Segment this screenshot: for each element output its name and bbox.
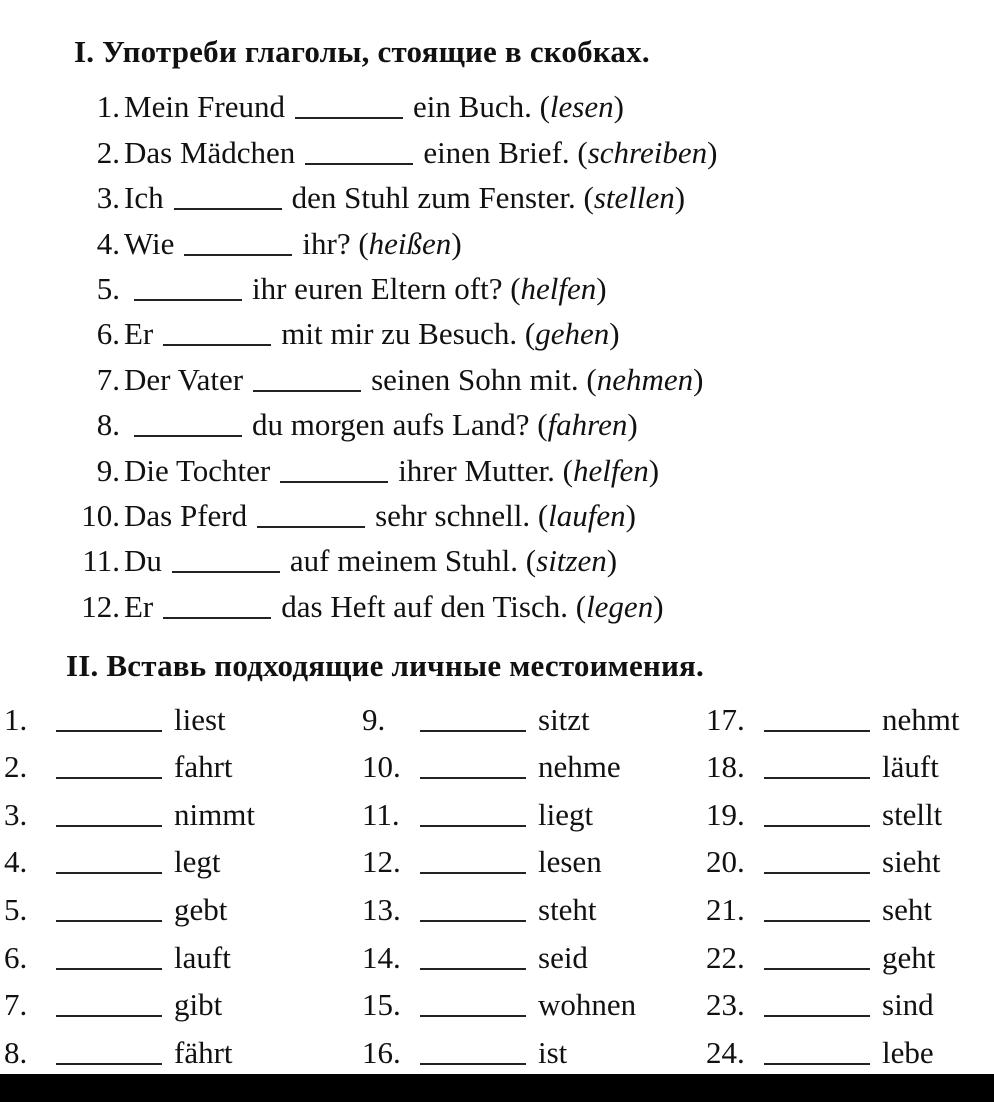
exercise-2-column-2 <box>362 690 636 1071</box>
answer-blank[interactable] <box>56 729 162 732</box>
exercise-1-item <box>62 171 962 216</box>
text-after-blank: das Heft auf den Tisch. ( <box>281 588 587 624</box>
item-number: 7. <box>96 361 120 397</box>
exercise-2-item <box>706 1023 960 1071</box>
item-number: 11. <box>82 543 120 579</box>
item-number: 2. <box>96 134 120 170</box>
exercise-1-heading: I. Употреби глаголы, стоящие в скобках. <box>74 34 650 69</box>
exercise-2-item <box>4 1023 255 1071</box>
exercise-2-item <box>362 1023 636 1071</box>
item-number: 13. <box>362 891 401 927</box>
exercise-1-item <box>62 216 962 261</box>
verb-hint: stellen <box>593 180 675 216</box>
item-number: 12. <box>362 844 401 880</box>
text-after-blank: seinen Sohn mit. ( <box>371 361 597 397</box>
verb-form: stellt <box>882 796 943 832</box>
exercise-2-item <box>4 833 255 881</box>
exercise-2-item <box>706 738 960 786</box>
answer-blank[interactable] <box>764 729 870 732</box>
answer-blank[interactable] <box>764 919 870 922</box>
verb-hint: nehmen <box>596 361 694 397</box>
exercise-1-list <box>62 80 962 625</box>
verb-form: lebe <box>882 1034 934 1070</box>
text-before-blank: Der Vater <box>124 361 244 397</box>
text-before-blank: Er <box>124 588 154 624</box>
exercise-1-item <box>62 534 962 579</box>
exercise-2-item <box>362 880 636 928</box>
item-number: 11. <box>362 796 400 832</box>
answer-blank[interactable] <box>420 919 526 922</box>
verb-form: nehme <box>538 749 621 785</box>
item-number: 24. <box>706 1034 745 1070</box>
exercise-2-item <box>706 976 960 1024</box>
verb-form: nehmt <box>882 701 960 737</box>
item-number: 4. <box>96 225 120 261</box>
exercise-2-item <box>362 785 636 833</box>
exercise-2-item <box>4 880 255 928</box>
text-after-blank: du morgen aufs Land? ( <box>252 407 548 443</box>
closing-paren: ) <box>627 407 638 443</box>
closing-paren: ) <box>707 134 718 170</box>
text-before-blank: Die Tochter <box>124 452 271 488</box>
verb-hint: gehen <box>535 316 610 352</box>
exercise-1-item <box>62 80 962 125</box>
exercise-1-item <box>62 307 962 352</box>
answer-blank[interactable] <box>257 525 365 528</box>
exercise-2-item <box>706 880 960 928</box>
exercise-2-item <box>4 690 255 738</box>
answer-blank[interactable] <box>280 480 388 483</box>
item-number: 16. <box>362 1034 401 1070</box>
verb-form: ist <box>538 1034 568 1070</box>
item-number: 8. <box>96 407 120 443</box>
answer-blank[interactable] <box>56 871 162 874</box>
answer-blank[interactable] <box>174 207 282 210</box>
answer-blank[interactable] <box>305 162 413 165</box>
verb-form: sind <box>882 987 934 1023</box>
exercise-1-item <box>62 352 962 397</box>
item-number: 5. <box>96 270 120 306</box>
exercise-2-item <box>4 785 255 833</box>
text-after-blank: sehr schnell. ( <box>375 497 549 533</box>
answer-blank[interactable] <box>764 824 870 827</box>
exercise-2-item <box>362 738 636 786</box>
answer-blank[interactable] <box>420 729 526 732</box>
item-number: 5. <box>4 891 28 927</box>
answer-blank[interactable] <box>253 389 361 392</box>
answer-blank[interactable] <box>420 824 526 827</box>
item-number: 18. <box>706 749 745 785</box>
text-before-blank: Das Mädchen <box>124 134 296 170</box>
closing-paren: ) <box>609 316 620 352</box>
answer-blank[interactable] <box>163 343 271 346</box>
text-after-blank: den Stuhl zum Fenster. ( <box>291 180 594 216</box>
text-after-blank: auf meinem Stuhl. ( <box>289 543 537 579</box>
closing-paren: ) <box>596 270 607 306</box>
item-number: 12. <box>81 588 120 624</box>
verb-hint: laufen <box>548 497 626 533</box>
closing-paren: ) <box>451 225 462 261</box>
exercise-2-item <box>362 928 636 976</box>
verb-hint: fahren <box>547 407 628 443</box>
exercise-2-item <box>706 690 960 738</box>
answer-blank[interactable] <box>163 616 271 619</box>
item-number: 8. <box>4 1034 28 1070</box>
answer-blank[interactable] <box>56 1014 162 1017</box>
item-number: 17. <box>706 701 745 737</box>
answer-blank[interactable] <box>134 298 242 301</box>
answer-blank[interactable] <box>134 434 242 437</box>
exercise-2-item <box>706 928 960 976</box>
closing-paren: ) <box>674 180 686 216</box>
item-number: 4. <box>4 844 28 880</box>
text-before-blank: Du <box>124 543 162 579</box>
item-number: 6. <box>96 316 120 352</box>
verb-hint: schreiben <box>587 134 708 170</box>
exercise-2-item <box>362 833 636 881</box>
verb-form: gibt <box>174 987 223 1023</box>
item-number: 22. <box>706 939 745 975</box>
answer-blank[interactable] <box>295 116 403 119</box>
answer-blank[interactable] <box>420 871 526 874</box>
exercise-2-item <box>4 928 255 976</box>
exercise-2-item <box>4 738 255 786</box>
item-number: 2. <box>4 749 28 785</box>
answer-blank[interactable] <box>172 570 280 573</box>
answer-blank[interactable] <box>764 1062 870 1065</box>
answer-blank[interactable] <box>56 776 162 779</box>
verb-form: gebt <box>174 891 228 927</box>
verb-form: fahrt <box>174 749 233 785</box>
exercise-2-item <box>706 833 960 881</box>
text-after-blank: ihr euren Eltern oft? ( <box>252 270 521 306</box>
exercise-2-column-3 <box>706 690 960 1071</box>
answer-blank[interactable] <box>764 1014 870 1017</box>
answer-blank[interactable] <box>420 1014 526 1017</box>
item-number: 9. <box>96 452 120 488</box>
bottom-black-bar <box>0 1074 994 1102</box>
answer-blank[interactable] <box>56 1062 162 1065</box>
closing-paren: ) <box>625 497 636 533</box>
answer-blank[interactable] <box>764 967 870 970</box>
verb-form: seht <box>882 891 932 927</box>
closing-paren: ) <box>648 452 660 488</box>
verb-hint: heißen <box>368 225 452 261</box>
text-before-blank: Er <box>124 316 154 352</box>
answer-blank[interactable] <box>56 824 162 827</box>
exercise-2-item <box>362 690 636 738</box>
item-number: 10. <box>81 497 120 533</box>
item-number: 1. <box>4 701 28 737</box>
answer-blank[interactable] <box>764 776 870 779</box>
verb-hint: helfen <box>520 270 597 306</box>
answer-blank[interactable] <box>56 967 162 970</box>
verb-form: läuft <box>882 749 939 785</box>
text-before-blank: Das Pferd <box>124 497 248 533</box>
item-number: 1. <box>96 89 120 125</box>
verb-form: geht <box>882 939 936 975</box>
verb-form: lesen <box>538 844 602 880</box>
item-number: 7. <box>4 987 28 1023</box>
item-number: 14. <box>362 939 401 975</box>
exercise-1-item <box>62 489 962 534</box>
exercise-1-item <box>62 125 962 170</box>
answer-blank[interactable] <box>420 967 526 970</box>
verb-form: sitzt <box>538 701 590 737</box>
exercise-1-item <box>62 398 962 443</box>
exercise-1-item <box>62 262 962 307</box>
text-before-blank: Ich <box>124 180 164 216</box>
item-number: 10. <box>362 749 401 785</box>
closing-paren: ) <box>613 89 624 125</box>
verb-form: sieht <box>882 844 941 880</box>
text-before-blank: Wie <box>124 225 175 261</box>
exercise-1-item <box>62 579 962 624</box>
item-number: 19. <box>706 796 745 832</box>
text-after-blank: ihr? ( <box>302 225 369 261</box>
verb-form: liest <box>174 701 226 737</box>
item-number: 6. <box>4 939 28 975</box>
answer-blank[interactable] <box>56 919 162 922</box>
exercise-2-heading: II. Вставь подходящие личные местоимения. <box>66 648 704 683</box>
answer-blank[interactable] <box>420 1062 526 1065</box>
closing-paren: ) <box>693 361 704 397</box>
item-number: 21. <box>706 891 745 927</box>
item-number: 15. <box>362 987 401 1023</box>
verb-form: seid <box>538 939 588 975</box>
item-number: 20. <box>706 844 745 880</box>
verb-form: legt <box>174 844 221 880</box>
item-number: 3. <box>96 180 120 216</box>
text-after-blank: mit mir zu Besuch. ( <box>281 316 536 352</box>
verb-form: steht <box>538 891 597 927</box>
verb-form: liegt <box>538 796 594 832</box>
answer-blank[interactable] <box>764 871 870 874</box>
exercise-2-item <box>4 976 255 1024</box>
verb-hint: helfen <box>572 452 649 488</box>
verb-hint: lesen <box>549 89 614 125</box>
exercise-2-item <box>362 976 636 1024</box>
exercise-2-item <box>706 785 960 833</box>
verb-form: fährt <box>174 1034 233 1070</box>
verb-form: lauft <box>174 939 231 975</box>
item-number: 3. <box>4 796 28 832</box>
verb-hint: legen <box>586 588 654 624</box>
verb-form: wohnen <box>538 987 637 1023</box>
answer-blank[interactable] <box>184 253 292 256</box>
text-after-blank: einen Brief. ( <box>423 134 588 170</box>
closing-paren: ) <box>606 543 618 579</box>
item-number: 23. <box>706 987 745 1023</box>
verb-hint: sitzen <box>536 543 607 579</box>
item-number: 9. <box>362 701 386 737</box>
text-after-blank: ihrer Mutter. ( <box>398 452 573 488</box>
answer-blank[interactable] <box>420 776 526 779</box>
exercise-2-column-1 <box>4 690 255 1071</box>
text-before-blank: Mein Freund <box>124 89 286 125</box>
verb-form: nimmt <box>174 796 255 832</box>
exercise-1-item <box>62 443 962 488</box>
text-after-blank: ein Buch. ( <box>413 89 550 125</box>
closing-paren: ) <box>653 588 664 624</box>
